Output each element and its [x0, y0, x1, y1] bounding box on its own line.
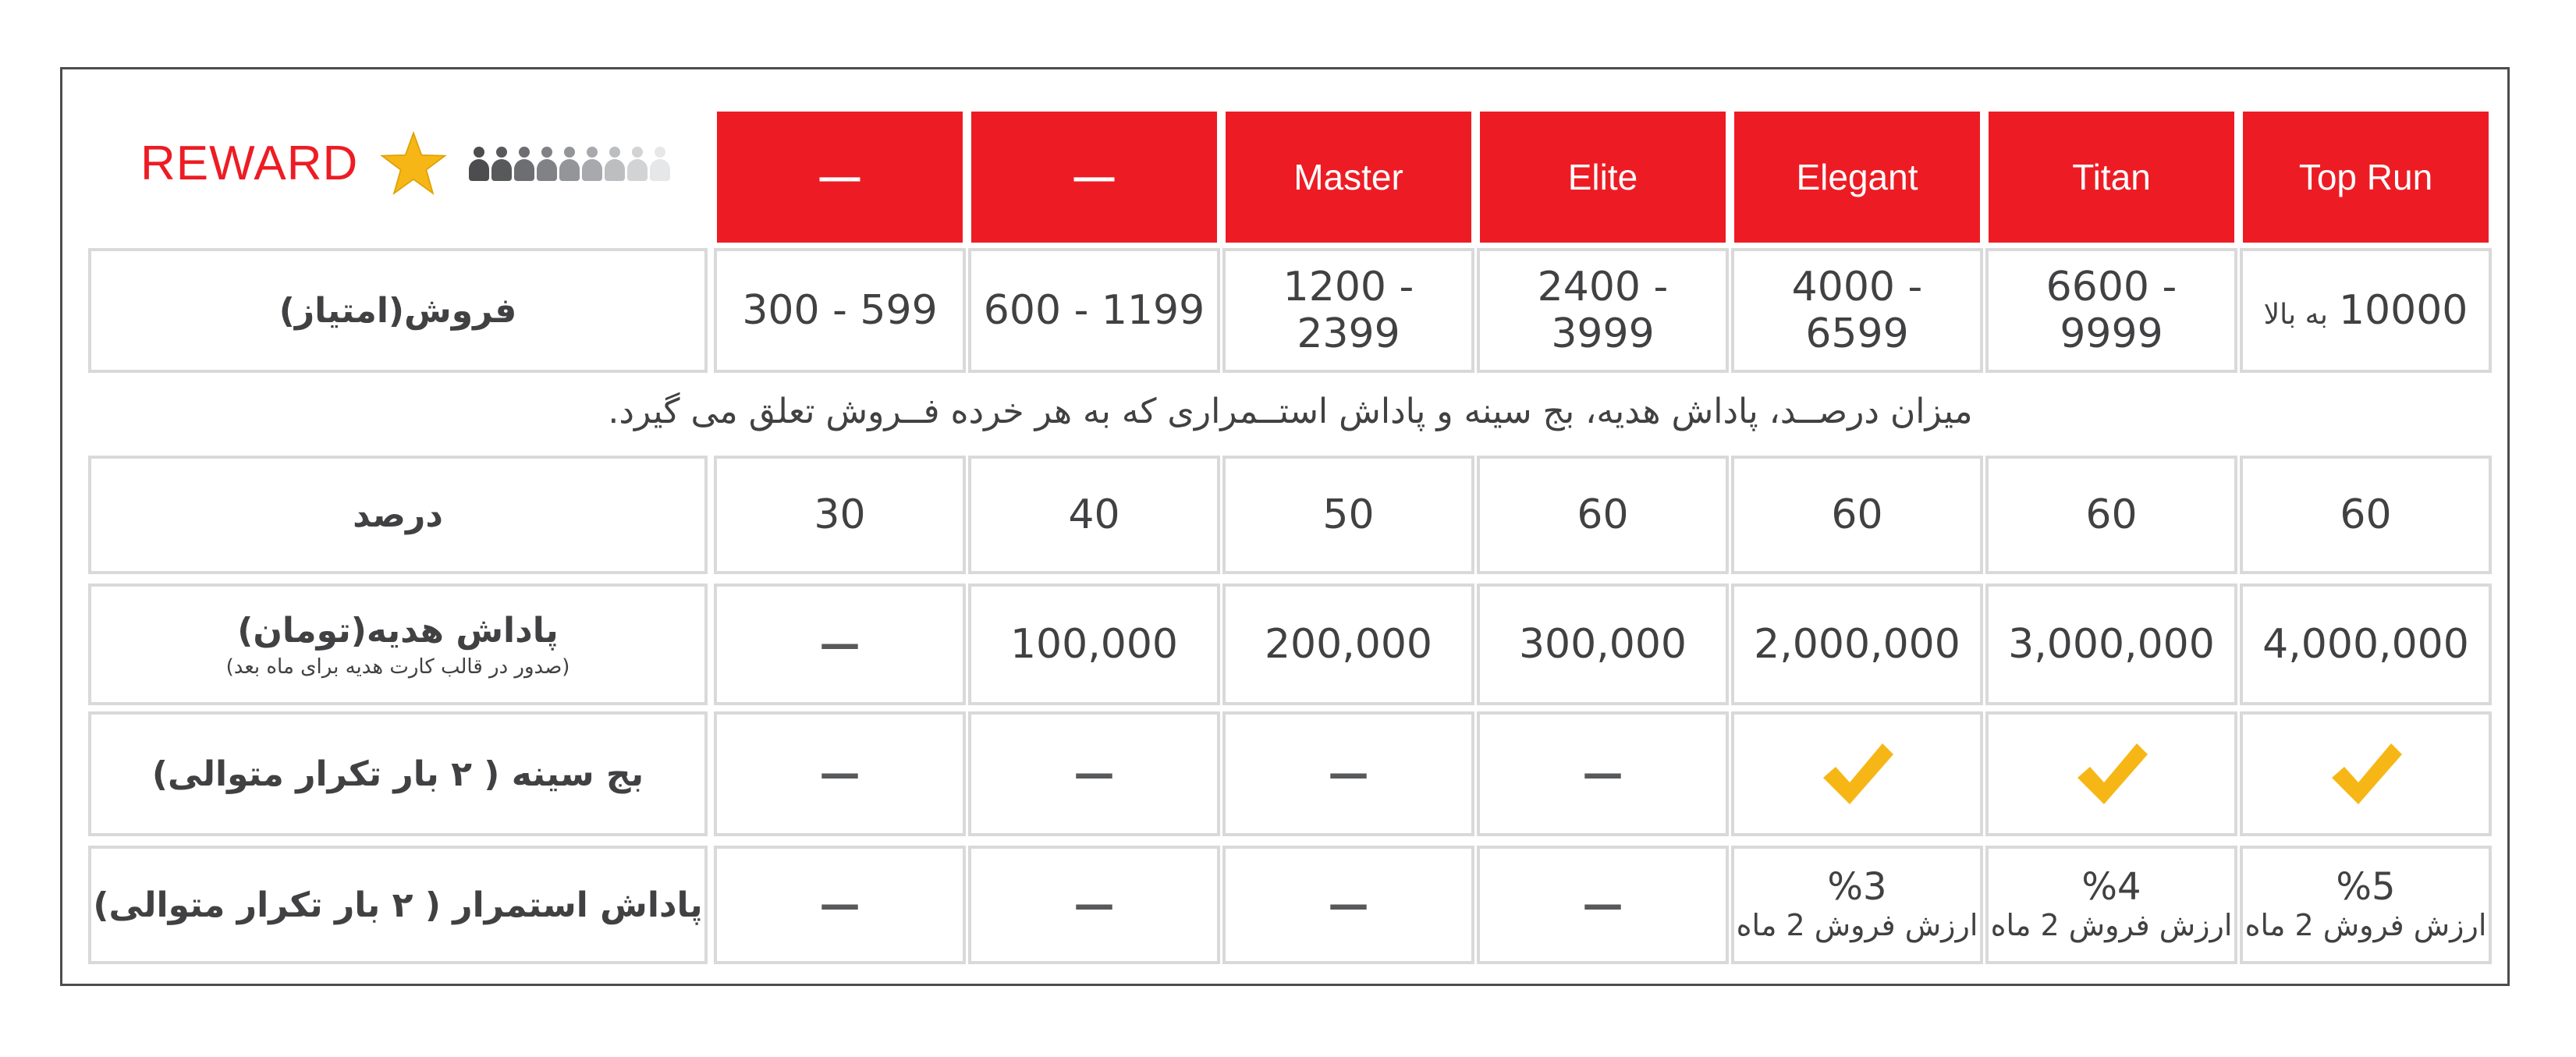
percent-value: 30	[814, 491, 866, 538]
gift-cell-master	[1222, 583, 1474, 705]
continuity-cell-7	[714, 846, 966, 964]
gift-cell-top-run	[2240, 583, 2492, 705]
gift-sublabel: (صدور در قالب کارت هدیه برای ماه بعد)	[225, 654, 570, 679]
level-header-blank-2: —	[717, 112, 963, 243]
star-icon	[380, 130, 447, 197]
person-icon	[605, 147, 625, 181]
sales-value: 600 - 1199	[983, 287, 1205, 334]
sales-cell-7	[714, 248, 966, 373]
badge-cell-1	[2240, 711, 2492, 836]
person-icon	[537, 147, 557, 181]
continuity-subtext: ارزش فروش 2 ماه	[1736, 907, 1978, 942]
level-header-elegant: Elegant	[1734, 112, 1980, 243]
badge-cell-5	[1222, 711, 1474, 836]
gift-value: 200,000	[1264, 621, 1433, 668]
people-group-icon	[469, 147, 670, 181]
continuity-percent: —	[1073, 881, 1115, 928]
badge-value: —	[1582, 750, 1623, 797]
row-label-badge	[88, 711, 708, 836]
continuity-cell-4	[1477, 846, 1729, 964]
reward-title: REWARD	[140, 137, 359, 190]
sales-cell-6	[968, 248, 1220, 373]
badge-cell-3	[1731, 711, 1983, 836]
badge-label: بج سینه ( ۲ بار تکرار متوالی)	[151, 754, 644, 794]
gift-value: 300,000	[1518, 621, 1687, 668]
continuity-percent: %3	[1827, 864, 1887, 909]
gift-value: 2,000,000	[1754, 621, 1960, 668]
gift-cell-titan	[1985, 583, 2237, 705]
percent-label: درصد	[353, 495, 443, 535]
explanation-note: میزان درصــد، پاداش هدیه، بج سینه و پاداش استــمراری که به هر خرده فــروش تعلق می گیرد.	[608, 391, 1973, 431]
row-label-continuity	[88, 846, 708, 964]
percent-cell-master	[1222, 456, 1474, 574]
continuity-cell-2	[1985, 846, 2237, 964]
person-icon	[627, 147, 648, 181]
badge-cell-6	[968, 711, 1220, 836]
continuity-cell-6	[968, 846, 1220, 964]
sales-range-top-run	[2264, 287, 2468, 334]
gift-cell-elegant	[1731, 583, 1983, 705]
percent-cell-7	[714, 456, 966, 574]
person-icon	[514, 147, 534, 181]
badge-cell-7	[714, 711, 966, 836]
percent-value: 60	[1577, 491, 1629, 538]
sales-suffix: به بالا	[2263, 299, 2328, 331]
badge-cell-4	[1477, 711, 1729, 836]
gift-value: 100,000	[1009, 621, 1179, 668]
gift-value: —	[819, 621, 860, 668]
sales-value: 10000	[2338, 287, 2468, 334]
badge-value: —	[819, 750, 860, 797]
percent-value: 40	[1068, 491, 1120, 538]
percent-cell-titan	[1985, 456, 2237, 574]
continuity-cell-5	[1222, 846, 1474, 964]
person-icon	[469, 147, 489, 181]
sales-cell-elegant	[1731, 248, 1983, 373]
percent-value: 50	[1322, 491, 1375, 538]
level-header-elite: Elite	[1480, 112, 1726, 243]
row-label-percent	[88, 456, 708, 574]
gift-cell-6	[968, 583, 1220, 705]
badge-cell-2	[1985, 711, 2237, 836]
gift-label: پاداش هدیه(تومان)	[237, 610, 559, 651]
level-header-top-run: Top Run	[2243, 112, 2489, 243]
sales-cell-elite	[1477, 248, 1729, 373]
sales-value: 300 - 599	[742, 287, 938, 334]
gift-value: 4,000,000	[2262, 621, 2469, 668]
person-icon	[582, 147, 602, 181]
continuity-percent: —	[819, 881, 860, 928]
gift-cell-7	[714, 583, 966, 705]
percent-cell-elite	[1477, 456, 1729, 574]
continuity-percent: %5	[2336, 864, 2396, 909]
continuity-label: پاداش استمرار ( ۲ بار تکرار متوالی)	[93, 885, 703, 925]
percent-value: 60	[2085, 491, 2138, 538]
person-icon	[650, 147, 670, 181]
continuity-percent: —	[1582, 881, 1623, 928]
percent-value: 60	[2340, 491, 2392, 538]
continuity-cell-1	[2240, 846, 2492, 964]
badge-value: —	[1328, 750, 1369, 797]
checkmark-icon	[2327, 739, 2405, 809]
continuity-subtext: ارزش فروش 2 ماه	[2244, 907, 2487, 942]
checkmark-icon	[2073, 739, 2151, 809]
percent-value: 60	[1831, 491, 1883, 538]
row-label-gift	[88, 583, 708, 705]
sales-cell-top-run	[2240, 248, 2492, 373]
gift-value: 3,000,000	[2008, 621, 2215, 668]
continuity-percent: %4	[2081, 864, 2141, 909]
continuity-subtext: ارزش فروش 2 ماه	[1990, 907, 2233, 942]
continuity-cell-3	[1731, 846, 1983, 964]
person-icon	[559, 147, 580, 181]
level-header-titan: Titan	[1989, 112, 2234, 243]
gift-cell-elite	[1477, 583, 1729, 705]
reward-brand	[140, 126, 670, 200]
sales-value: 2400 - 3999	[1537, 264, 1669, 357]
sales-cell-titan	[1985, 248, 2237, 373]
level-header-blank-1: —	[971, 112, 1217, 243]
continuity-percent: —	[1328, 881, 1369, 928]
sales-value: 4000 - 6599	[1791, 264, 1923, 357]
person-icon	[491, 147, 512, 181]
level-header-master: Master	[1226, 112, 1471, 243]
sales-label: فروش(امتیاز)	[279, 290, 517, 331]
checkmark-icon	[1818, 739, 1897, 809]
percent-cell-top-run	[2240, 456, 2492, 574]
row-label-sales	[88, 248, 708, 373]
percent-cell-6	[968, 456, 1220, 574]
percent-cell-elegant	[1731, 456, 1983, 574]
sales-cell-master	[1222, 248, 1474, 373]
badge-value: —	[1073, 750, 1115, 797]
sales-value: 1200 - 2399	[1283, 264, 1414, 357]
sales-value: 6600 - 9999	[2046, 264, 2177, 357]
